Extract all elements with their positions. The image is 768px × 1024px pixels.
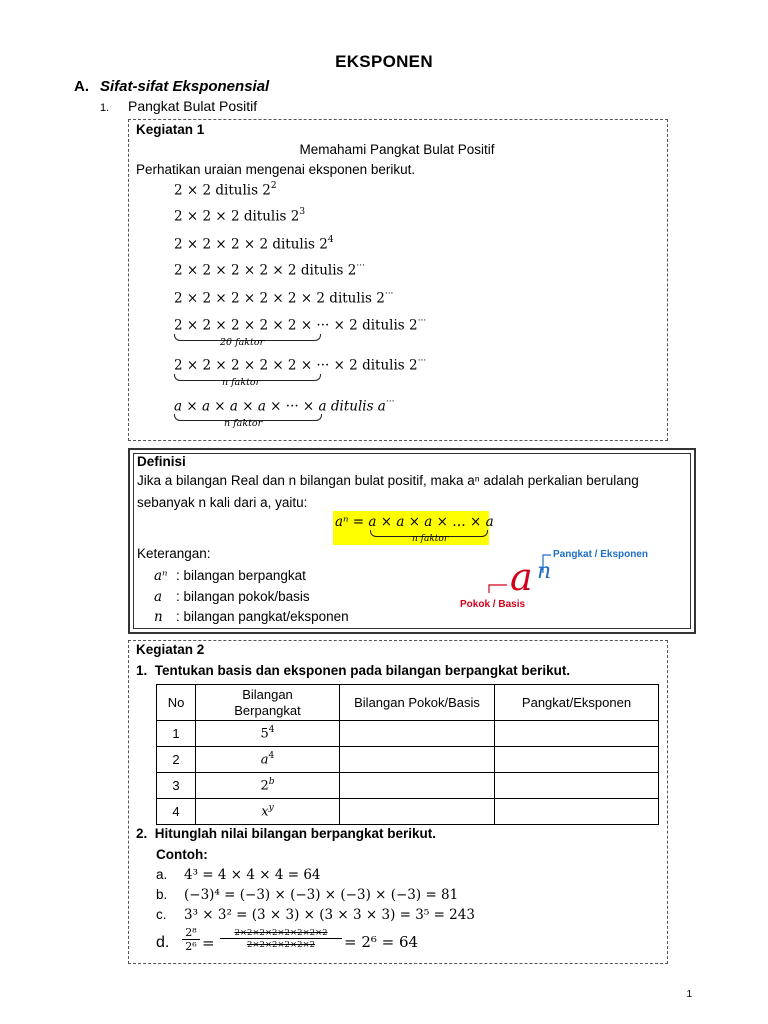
basis-cell[interactable] <box>340 799 495 825</box>
section-letter: A. <box>74 78 89 95</box>
base-label: Pokok / Basis <box>460 599 526 610</box>
example-d-result: = 2⁶ = 64 <box>344 933 419 951</box>
underbrace-label: 20 faktor <box>220 337 265 348</box>
definisi-text1: Jika a bilangan Real dan n bilangan bulat positif, maka aⁿ adalah perkalian berulang <box>137 473 639 488</box>
basis-cell[interactable] <box>340 721 495 747</box>
exponent-label: Pangkat / Eksponen <box>553 549 649 560</box>
keterangan-label: Keterangan: <box>137 546 211 561</box>
kegiatan1-heading: Memahami Pangkat Bulat Positif <box>299 142 495 157</box>
diagram-exponent: n <box>537 559 552 584</box>
table-header: Bilangan Berpangkat <box>196 685 340 721</box>
table-row <box>157 721 659 747</box>
section-a-heading <box>74 78 269 95</box>
basis-cell[interactable] <box>340 747 495 773</box>
expansion-line: 2 × 2 × 2 × 2 × 2 × ··· × 2 ditulis 2··· <box>174 316 427 334</box>
formula-under-label: n faktor <box>412 534 449 544</box>
section-text: Sifat-sifat Eksponensial <box>100 78 270 95</box>
expansion-line: 2 × 2 × 2 ditulis $2^3$ <box>174 207 306 225</box>
definisi-formula: aⁿ = a × a × a × … × a <box>335 514 494 530</box>
exponent-table <box>156 684 659 825</box>
expansion-line: 2 × 2 × 2 × 2 × 2 × ··· × 2 ditulis 2··· <box>174 356 427 374</box>
table-header: Bilangan Pokok/Basis <box>340 685 495 721</box>
eksponen-cell[interactable] <box>495 747 659 773</box>
eksponen-cell[interactable] <box>495 721 659 747</box>
expansion-line: 2 × 2 × 2 × 2 × 2 × 2 ditulis 2··· <box>174 289 394 307</box>
example-line: b. (−3)⁴ = (−3) × (−3) × (−3) × (−3) = 81 <box>156 887 459 903</box>
expansion-line: 2 × 2 ditulis $2^2$ <box>174 181 277 199</box>
power-diagram <box>455 545 665 625</box>
subsection-number: 1. <box>100 102 110 114</box>
basis-cell[interactable] <box>340 773 495 799</box>
kegiatan2-q2: 2. Hitunglah nilai bilangan berpangkat berikut. <box>136 826 437 841</box>
eksponen-cell[interactable] <box>495 773 659 799</box>
table-header: Pangkat/Eksponen <box>495 685 659 721</box>
underbrace-label: n faktor <box>222 377 261 388</box>
contoh-label: Contoh: <box>156 847 208 862</box>
row-no: 2 <box>157 747 196 773</box>
keterangan-row: n : bilangan pangkat/eksponen <box>154 609 349 625</box>
definisi-label: Definisi <box>137 454 186 469</box>
kegiatan2-label: Kegiatan 2 <box>136 642 205 657</box>
subsection-text: Pangkat Bulat Positif <box>128 98 258 114</box>
row-no: 3 <box>157 773 196 799</box>
row-power: $5^4$ <box>196 721 340 747</box>
kegiatan1-label: Kegiatan 1 <box>136 122 205 137</box>
expansion-line: a × a × a × a × ··· × a ditulis a··· <box>174 397 395 415</box>
eksponen-cell[interactable] <box>495 799 659 825</box>
example-d-frac1: 2⁸ 2⁶ <box>182 926 200 953</box>
example-d-label: d. <box>156 934 170 951</box>
row-power: $a^4$ <box>196 747 340 773</box>
expansion-line: 2 × 2 × 2 × 2 ditulis $2^4$ <box>174 235 334 253</box>
table-header: No <box>157 685 196 721</box>
subsection-heading <box>100 98 257 114</box>
page-title: EKSPONEN <box>335 52 433 71</box>
row-power: 2$^b$ <box>196 773 340 799</box>
keterangan-row: a : bilangan pokok/basis <box>154 589 310 605</box>
row-no: 4 <box>157 799 196 825</box>
kegiatan1-intro: Perhatikan uraian mengenai eksponen berikut. <box>136 162 416 177</box>
row-power: $x^y$ <box>196 799 340 825</box>
example-line: c. 3³ × 3² = (3 × 3) × (3 × 3 × 3) = 3⁵ = 243 <box>156 907 475 923</box>
diagram-base: a <box>510 555 533 599</box>
example-d-frac2: 2×2×2×2×2×2×2×2 2×2×2×2×2×2 <box>220 928 342 950</box>
underbrace-label: n faktor <box>224 418 263 429</box>
table-row <box>157 773 659 799</box>
table-row <box>157 747 659 773</box>
table-row <box>157 799 659 825</box>
equals-sign: = <box>202 934 215 952</box>
table-header-row <box>157 685 659 721</box>
definisi-text2: sebanyak n kali dari a, yaitu: <box>137 495 308 510</box>
example-line: a. 4³ = 4 × 4 × 4 = 64 <box>156 867 321 883</box>
keterangan-row: aⁿ : bilangan berpangkat <box>154 568 306 584</box>
expansion-line: 2 × 2 × 2 × 2 × 2 ditulis 2··· <box>174 261 365 279</box>
page-number: 1 <box>686 989 692 1000</box>
kegiatan2-q1: 1. Tentukan basis dan eksponen pada bilangan berpangkat berikut. <box>136 663 571 678</box>
row-no: 1 <box>157 721 196 747</box>
